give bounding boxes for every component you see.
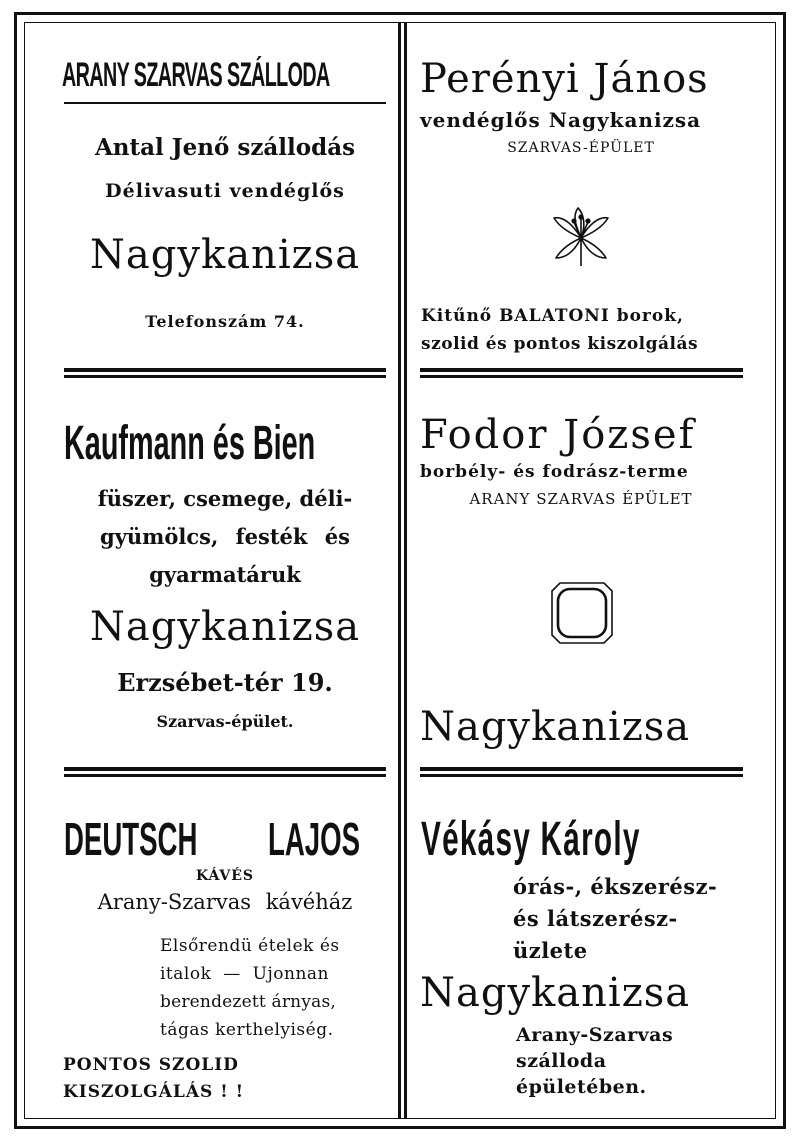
ad-line: SZARVAS-ÉPÜLET	[507, 140, 655, 156]
ad-text: Elsőrendü ételek és	[160, 936, 340, 956]
ad-line: borbély- és fodrász-terme	[420, 462, 689, 482]
city-name: Nagykanizsa	[89, 232, 361, 278]
section-divider	[420, 767, 743, 777]
ad-title-last: LAJOS	[268, 813, 361, 865]
ad-line: Kitűnő BALATONI borok,	[421, 306, 684, 326]
city-name: Nagykanizsa	[420, 970, 691, 1016]
ad-footer: PONTOS SZOLID	[63, 1055, 239, 1075]
lily-flower-icon	[548, 204, 614, 270]
ad-title: Kaufmann és Bien	[64, 417, 316, 470]
section-divider	[64, 767, 386, 777]
ad-line: Arany-Szarvas	[516, 1024, 674, 1046]
building-name: Szarvas-épület.	[156, 712, 294, 731]
ad-line: szálloda	[516, 1050, 607, 1072]
ad-line: gyarmatáruk	[149, 562, 301, 587]
ad-title: Vékásy Károly	[421, 813, 641, 866]
section-divider	[64, 368, 386, 378]
phone-number: Telefonszám 74.	[145, 312, 305, 331]
ad-role: KÁVÉS	[195, 868, 255, 884]
section-divider	[420, 368, 743, 378]
ad-title: Perényi János	[420, 56, 709, 102]
title-underline	[64, 102, 386, 104]
ad-line: gyümölcs, festék és	[100, 524, 350, 549]
ad-line: üzlete	[513, 938, 588, 963]
city-name: Nagykanizsa	[89, 604, 361, 650]
mirror-frame-icon	[550, 581, 614, 645]
ad-title-first: DEUTSCH	[64, 813, 198, 865]
ad-line: szolid és pontos kiszolgálás	[421, 334, 699, 354]
ad-title: Fodor József	[420, 412, 696, 458]
ad-line: Délivasuti vendéglős	[105, 180, 345, 202]
ad-line: ARANY SZARVAS ÉPÜLET	[469, 490, 693, 508]
ad-line: órás-, ékszerész-	[513, 874, 718, 899]
ad-line: füszer, csemege, déli-	[97, 486, 353, 511]
ad-text: berendezett árnyas,	[160, 992, 336, 1012]
ad-title: ARANY SZARVAS SZÁLLODA	[62, 56, 330, 94]
center-column-divider	[398, 22, 407, 1119]
city-name: Nagykanizsa	[420, 704, 691, 750]
ad-line: és látszerész-	[513, 906, 678, 931]
ad-text: italok — Ujonnan	[160, 964, 329, 984]
ad-text: tágas kerthelyiség.	[160, 1020, 334, 1040]
ad-line: vendéglős Nagykanizsa	[420, 108, 702, 132]
address: Erzsébet-tér 19.	[117, 668, 333, 697]
ad-line: épületében.	[516, 1076, 647, 1098]
ad-line: Antal Jenő szállodás	[94, 134, 356, 161]
ad-footer: KISZOLGÁLÁS ! !	[63, 1082, 245, 1102]
venue-name: Arany-Szarvas kávéház	[97, 890, 353, 914]
